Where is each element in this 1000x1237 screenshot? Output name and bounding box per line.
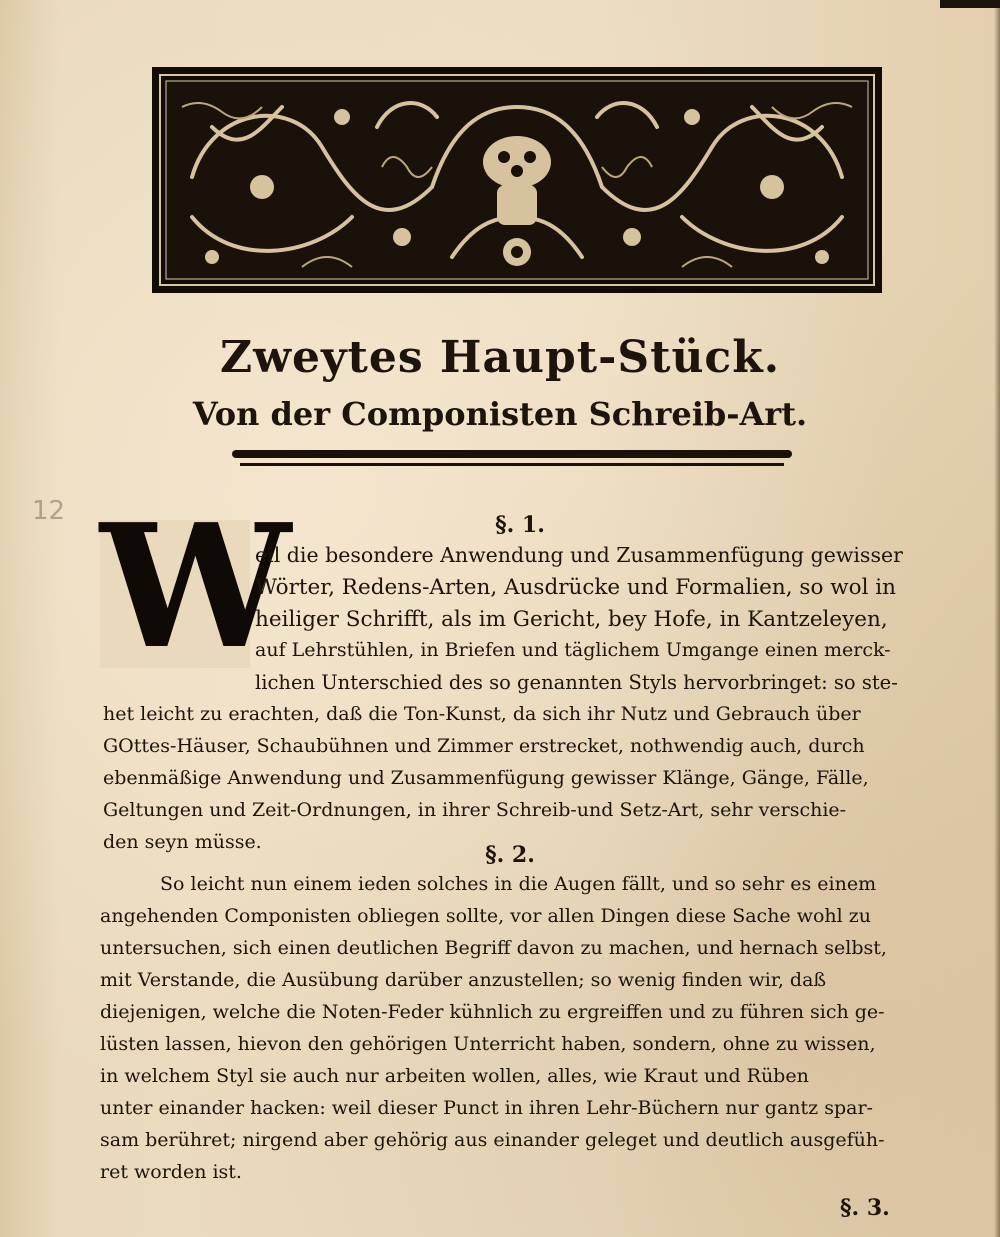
paragraph-1-line: Geltungen und Zeit-Ordnungen, in ihrer Schreib-und Setz-Art, sehr verschie- xyxy=(103,799,847,821)
drop-cap xyxy=(100,487,291,687)
paragraph-1-line: den seyn müsse. xyxy=(103,831,262,853)
paragraph-1-line: ebenmäßige Anwendung und Zusammenfügung gewisser Klänge, Gänge, Fälle, xyxy=(103,767,869,789)
margin-mark: 12 xyxy=(32,496,66,526)
heading-rule-thin xyxy=(240,463,784,466)
paragraph-1-line: eil die besondere Anwendung und Zusammenfügung gewisser xyxy=(255,543,903,567)
heading-rule-thick xyxy=(232,450,792,458)
paragraph-2-line: untersuchen, sich einen deutlichen Begriff davon zu machen, und hernach selbst, xyxy=(100,937,887,959)
paragraph-2-line: angehenden Componisten obliegen sollte, vor allen Dingen diese Sache wohl zu xyxy=(100,905,872,927)
paragraph-2-line: lüsten lassen, hievon den gehörigen Unterricht haben, sondern, ohne zu wissen, xyxy=(100,1033,876,1055)
paragraph-1-line: het leicht zu erachten, daß die Ton-Kunst, da sich ihr Nutz und Gebrauch über xyxy=(103,703,861,725)
chapter-subheading: Von der Componisten Schreib-Art. xyxy=(192,395,808,433)
paragraph-2-line: in welchem Styl sie auch nur arbeiten wollen, alles, wie Kraut und Rüben xyxy=(100,1065,809,1087)
paragraph-1-line: lichen Unterschied des so genannten Styls hervorbringet: so ste- xyxy=(255,671,898,694)
section-number-2: §. 2. xyxy=(485,842,535,868)
paragraph-1-line: GOttes-Häuser, Schaubühnen und Zimmer erstrecket, nothwendig auch, durch xyxy=(103,735,865,757)
section-number-1: §. 1. xyxy=(495,512,545,538)
catchword: §. 3. xyxy=(840,1195,890,1221)
page-edge-shadow xyxy=(994,0,1000,1237)
paragraph-2-line: ret worden ist. xyxy=(100,1161,242,1183)
paragraph-1-line: heiliger Schrifft, als im Gericht, bey Hofe, in Kantzeleyen, xyxy=(255,607,888,632)
headpiece-ornament-icon xyxy=(152,67,882,293)
woodcut-headpiece xyxy=(152,67,882,293)
page-corner-shadow xyxy=(940,0,1000,8)
paragraph-2-line: So leicht nun einem ieden solches in die Augen fällt, und so sehr es einem xyxy=(160,873,877,895)
paragraph-1-line: auf Lehrstühlen, in Briefen und täglichem Umgange einen merck- xyxy=(255,639,891,661)
chapter-heading: Zweytes Haupt-Stück. xyxy=(219,332,781,383)
drop-cap-letter: W xyxy=(100,487,291,687)
paragraph-2-line: mit Verstande, die Ausübung darüber anzustellen; so wenig finden wir, daß xyxy=(100,969,827,991)
paragraph-1-line: Wörter, Redens-Arten, Ausdrücke und Formalien, so wol in xyxy=(255,575,897,600)
paragraph-2-line: diejenigen, welche die Noten-Feder kühnlich zu ergreiffen und zu führen sich ge- xyxy=(100,1001,885,1023)
paragraph-2-line: unter einander hacken: weil dieser Punct in ihren Lehr-Büchern nur gantz spar- xyxy=(100,1097,873,1119)
paragraph-2-line: sam berühret; nirgend aber gehörig aus einander geleget und deutlich ausgefüh- xyxy=(100,1129,885,1151)
